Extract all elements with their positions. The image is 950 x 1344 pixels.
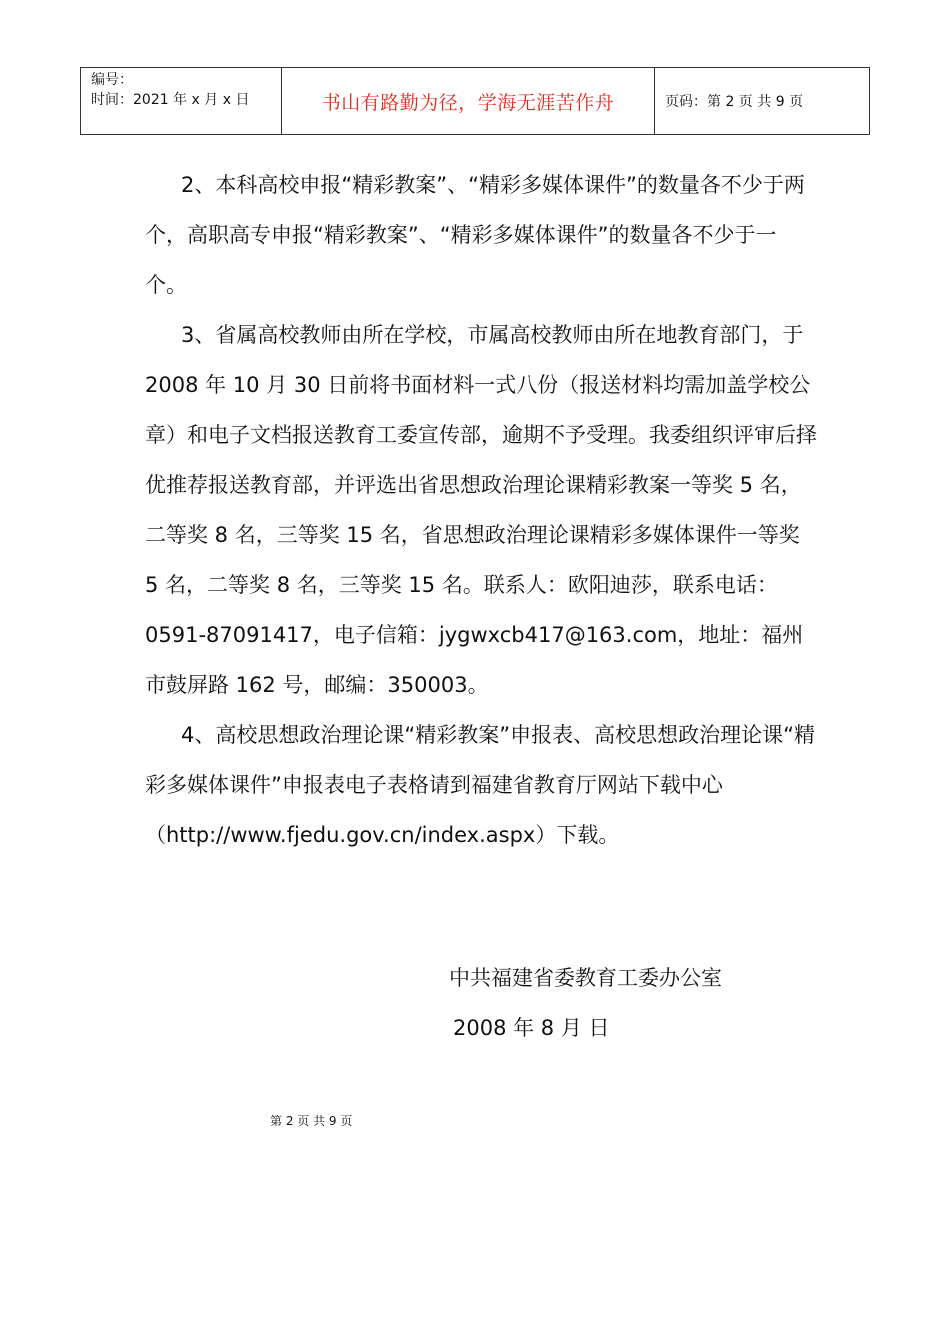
paragraph-3: 3、省属高校教师由所在学校，市属高校教师由所在地教育部门，于 2008 年 10 月 30 日前将书面材料一式八份（报送材料均需加盖学校公章）和电子文档报送教育工委宣传部，逾期不予受理。我委组织评审后择优推荐报送教育部，并评选出省思想政治理论课精彩教案一等奖 5 名，二等奖 8 名，三等奖 15 名，省思想政治理论课精彩多媒体课件一等奖 5 名，二等奖 8 名，三等奖 15 名。联系人：欧阳迪莎，联系电话：0591-87091417，电子信箱：jygwxcb417@163.com，地址：福州市鼓屏路 162 号，邮编：350003。	[145, 323, 817, 697]
signature-block	[449, 953, 722, 1053]
header-info-cell	[81, 68, 282, 134]
header-page-label: 页码：第 2 页 共 9 页	[665, 94, 804, 110]
footer-page-number: 第 2 页 共 9 页	[270, 1114, 353, 1128]
header-time-label: 时间：2021 年 x 月 x 日	[91, 92, 250, 108]
header-number-label: 编号：	[91, 72, 133, 88]
signature-org: 中共福建省委教育工委办公室	[449, 966, 722, 990]
paragraph-2: 2、本科高校申报“精彩教案”、“精彩多媒体课件”的数量各不少于两个，高职高专申报“精彩教案”、“精彩多媒体课件”的数量各不少于一个。	[145, 173, 805, 297]
paragraph-4: 4、高校思想政治理论课“精彩教案”申报表、高校思想政治理论课“精彩多媒体课件”申报表电子表格请到福建省教育厅网站下载中心（http://www.fjedu.gov.cn/index.aspx）下载。	[145, 723, 815, 847]
signature-date: 2008 年 8 月 日	[453, 1016, 610, 1040]
header-motto-cell	[282, 68, 655, 134]
page-footer	[0, 1112, 950, 1129]
header-table	[80, 67, 870, 135]
header-page-cell	[655, 68, 869, 134]
document-body	[145, 160, 817, 860]
header-motto: 书山有路勤为径，学海无涯苦作舟	[321, 91, 615, 114]
